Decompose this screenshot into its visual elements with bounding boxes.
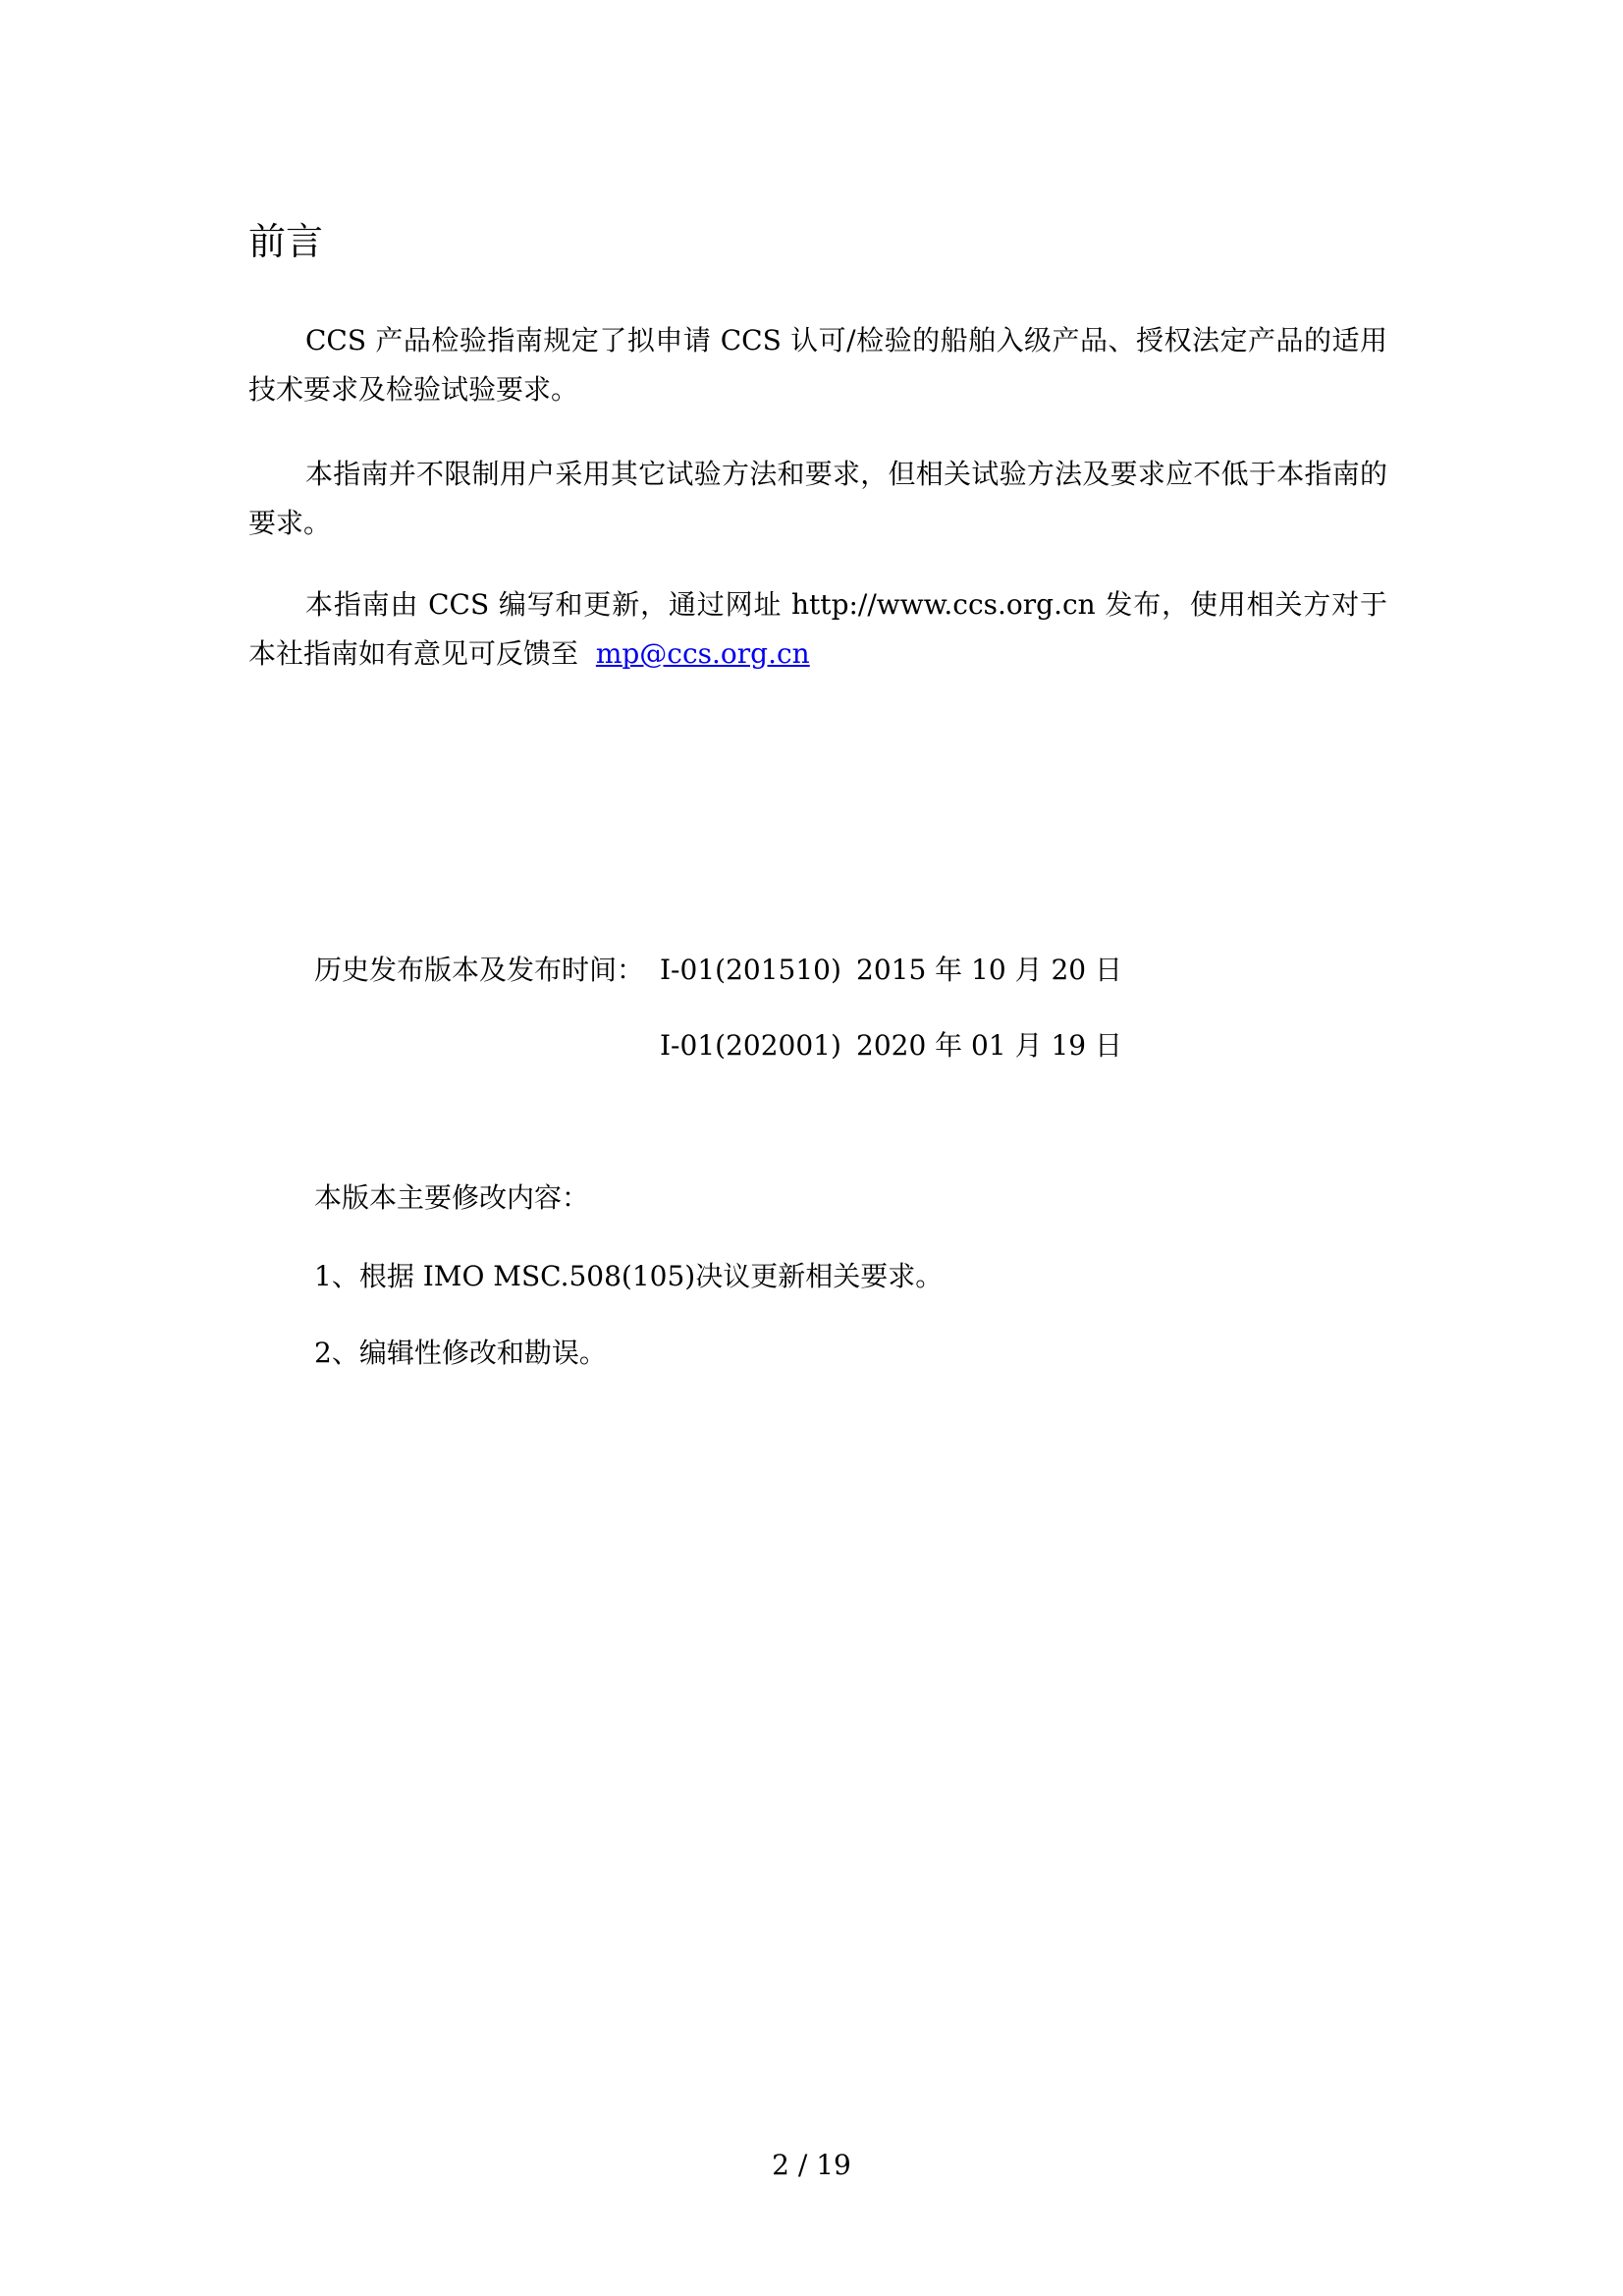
history-label: 历史发布版本及发布时间： [314,954,645,986]
paragraph-scope: CCS 产品检验指南规定了拟申请 CCS 认可/检验的船舶入级产品、授权法定产品的适用技术要求及检验试验要求。 [248,324,1387,406]
history-date: 2020 年 01 月 19 日 [856,1029,1123,1062]
paragraph-feedback [248,580,1387,679]
page-title: 前言 [248,220,324,263]
page-number: 2 / 19 [772,2149,851,2181]
history-date: 2015 年 10 月 20 日 [856,954,1123,986]
history-row [314,951,1122,990]
history-version: I-01(202001) [660,1029,841,1062]
history-row [314,1026,1122,1066]
changes-title: 本版本主要修改内容： [314,1181,590,1214]
feedback-email-link[interactable]: mp@ccs.org.cn [595,637,810,670]
change-item: 2、编辑性修改和勘误。 [314,1337,607,1369]
history-version: I-01(201510) [660,954,841,986]
change-item: 1、根据 IMO MSC.508(105)决议更新相关要求。 [314,1260,944,1292]
paragraph-usage: 本指南并不限制用户采用其它试验方法和要求，但相关试验方法及要求应不低于本指南的要求。 [248,458,1387,539]
paragraph-feedback-text: 本指南由 CCS 编写和更新，通过网址 http://www.ccs.org.cn 发布，使用相关方对于本社指南如有意见可反馈至 [248,588,1387,670]
